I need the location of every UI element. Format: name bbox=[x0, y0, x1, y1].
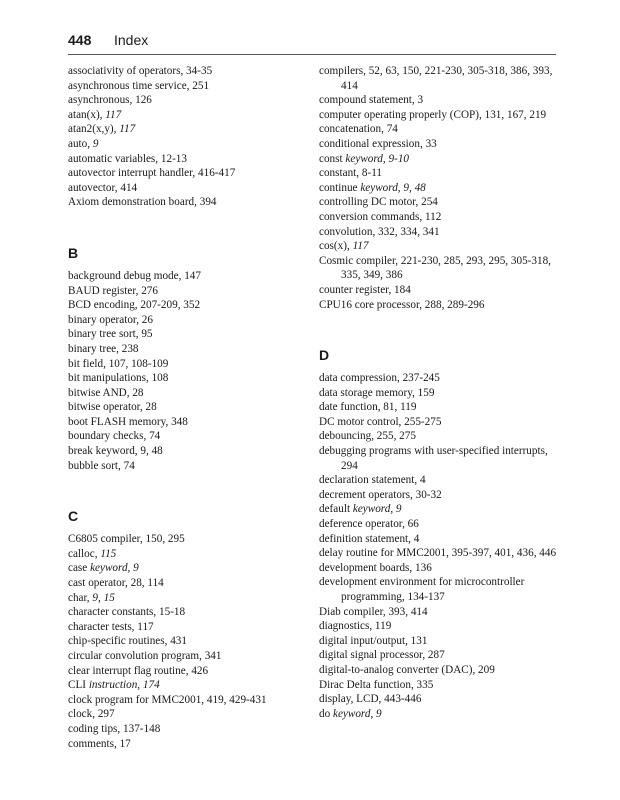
index-entry bbox=[68, 93, 312, 108]
index-entry-text: counter register, 184 bbox=[319, 283, 411, 296]
index-entry-text: data storage memory, 159 bbox=[319, 386, 435, 399]
index-entry-text: break keyword, 9, 48 bbox=[68, 445, 163, 458]
index-entry bbox=[68, 166, 312, 181]
index-entry-text: character tests, 117 bbox=[68, 620, 154, 633]
index-letter-c: C bbox=[68, 508, 79, 525]
index-entry bbox=[68, 591, 312, 606]
index-entry-text: bitwise operator, 28 bbox=[68, 401, 157, 414]
index-entry bbox=[319, 575, 559, 604]
index-entry-italic: keyword, 9 bbox=[352, 503, 402, 516]
index-entry-italic: keyword, 9 bbox=[90, 562, 139, 575]
index-entry-text: CPU16 core processor, 288, 289-296 bbox=[319, 298, 485, 311]
index-entry-text: decrement operators, 30-32 bbox=[319, 488, 442, 501]
index-entry bbox=[319, 444, 559, 473]
index-entry bbox=[68, 429, 312, 444]
index-entry-text: cos(x), bbox=[319, 240, 353, 253]
index-entry bbox=[68, 195, 312, 210]
index-entry bbox=[68, 605, 312, 620]
index-entry-text: bit field, 107, 108-109 bbox=[68, 357, 169, 370]
index-entry-text: binary tree, 238 bbox=[68, 342, 139, 355]
index-entry-text: convolution, 332, 334, 341 bbox=[319, 225, 440, 238]
index-entry-text: Dirac Delta function, 335 bbox=[319, 678, 434, 691]
index-entry bbox=[319, 488, 559, 503]
index-entry bbox=[319, 93, 559, 108]
index-entry bbox=[319, 546, 559, 561]
index-entry-text: controlling DC motor, 254 bbox=[319, 196, 438, 209]
index-entry-text: digital signal processor, 287 bbox=[319, 649, 445, 662]
index-entry bbox=[68, 79, 312, 94]
index-entry-text: binary tree sort, 95 bbox=[68, 328, 153, 341]
index-entry-text: Axiom demonstration board, 394 bbox=[68, 196, 217, 209]
index-entry bbox=[319, 517, 559, 532]
index-entry-italic: 117 bbox=[119, 123, 136, 136]
index-entry-text: Diab compiler, 393, 414 bbox=[319, 605, 428, 618]
index-entry-text: bubble sort, 74 bbox=[68, 459, 135, 472]
index-letter-b: B bbox=[68, 244, 79, 261]
index-entry-text: circular convolution program, 341 bbox=[68, 650, 222, 662]
index-entry-text: autovector, 414 bbox=[68, 181, 138, 194]
index-entry-text: atan(x), bbox=[68, 108, 106, 121]
index-entry bbox=[319, 415, 559, 430]
index-entry-text: debugging programs with user-specified interrupts, 294 bbox=[319, 445, 548, 472]
index-entry bbox=[319, 283, 559, 298]
index-entry-text: case bbox=[68, 562, 91, 575]
index-entry-text: deference operator, 66 bbox=[319, 518, 419, 531]
index-entry bbox=[319, 605, 559, 620]
index-entry bbox=[68, 181, 312, 196]
index-entry-text: diagnostics, 119 bbox=[319, 620, 392, 633]
index-entry bbox=[68, 327, 312, 342]
index-entry-text: asynchronous time service, 251 bbox=[68, 79, 210, 92]
index-entry-italic: keyword, 9-10 bbox=[345, 152, 410, 165]
index-entry-text: comments, 17 bbox=[68, 737, 131, 750]
index-entry-text: constant, 8-11 bbox=[319, 167, 382, 180]
index-entry bbox=[68, 664, 312, 679]
index-entry bbox=[319, 561, 559, 576]
index-entry bbox=[319, 225, 559, 240]
index-entry bbox=[319, 195, 559, 210]
index-entry-text: delay routine for MMC2001, 395-397, 401, 436, 446 bbox=[319, 547, 557, 560]
index-entry bbox=[68, 371, 312, 386]
page-header bbox=[68, 32, 556, 55]
index-entry-text: clock, 297 bbox=[68, 708, 115, 721]
index-entry bbox=[68, 634, 312, 649]
index-entry-text: definition statement, 4 bbox=[319, 532, 420, 545]
index-entry-text: autovector interrupt handler, 416-417 bbox=[68, 167, 236, 180]
index-entry-text: development boards, 136 bbox=[319, 561, 432, 574]
index-entry bbox=[319, 619, 559, 634]
index-entry-italic: keyword, 9, 48 bbox=[360, 181, 426, 194]
index-group-a bbox=[68, 64, 312, 210]
index-entry-text: debouncing, 255, 275 bbox=[319, 430, 416, 443]
index-entry-text: display, LCD, 443-446 bbox=[319, 693, 422, 706]
index-entry-text: clock program for MMC2001, 419, 429-431 bbox=[68, 693, 267, 706]
index-entry-text: bit manipulations, 108 bbox=[68, 372, 169, 385]
index-entry bbox=[319, 210, 559, 225]
index-entry bbox=[319, 152, 559, 167]
index-entry-text: compilers, 52, 63, 150, 221-230, 305-318, 386, 393, 414 bbox=[319, 65, 553, 92]
index-entry bbox=[319, 108, 559, 123]
index-entry bbox=[68, 444, 312, 459]
index-entry-text: DC motor control, 255-275 bbox=[319, 415, 442, 428]
index-entry bbox=[68, 357, 312, 372]
index-entry bbox=[319, 371, 559, 386]
index-entry bbox=[319, 137, 559, 152]
index-entry-italic: 9 bbox=[92, 137, 99, 150]
index-entry bbox=[319, 64, 559, 93]
index-entry-text: compound statement, 3 bbox=[319, 94, 424, 107]
index-entry-text: CLI bbox=[68, 679, 89, 692]
index-entry bbox=[68, 108, 312, 123]
index-entry bbox=[319, 122, 559, 137]
index-entry bbox=[68, 386, 312, 401]
index-entry bbox=[319, 298, 559, 313]
index-entry bbox=[68, 284, 312, 299]
index-entry-text: conversion commands, 112 bbox=[319, 210, 442, 223]
index-entry bbox=[319, 502, 559, 517]
index-entry bbox=[319, 692, 559, 707]
index-letter-d: D bbox=[319, 347, 330, 364]
index-entry-text: binary operator, 26 bbox=[68, 313, 153, 326]
index-entry-text: data compression, 237-245 bbox=[319, 372, 440, 385]
index-entry bbox=[319, 254, 559, 283]
index-entry bbox=[68, 298, 312, 313]
index-entry-text: asynchronous, 126 bbox=[68, 94, 152, 107]
index-entry-text: automatic variables, 12-13 bbox=[68, 152, 187, 165]
index-entry-text: Cosmic compiler, 221-230, 285, 293, 295, 305-318, 335, 349, 386 bbox=[319, 254, 551, 282]
index-entry-text: boundary checks, 74 bbox=[68, 430, 161, 443]
index-entry-italic: instruction, 174 bbox=[88, 679, 160, 692]
index-entry bbox=[68, 620, 312, 635]
index-entry bbox=[319, 166, 559, 181]
index-column-right bbox=[319, 64, 559, 721]
index-entry-text: background debug mode, 147 bbox=[68, 269, 201, 282]
index-entry bbox=[68, 678, 312, 693]
index-entry bbox=[68, 737, 312, 752]
index-entry bbox=[68, 122, 312, 137]
index-entry bbox=[68, 342, 312, 357]
index-entry-text: auto, bbox=[68, 137, 93, 150]
index-group-c-continued bbox=[319, 64, 559, 312]
index-entry-text: coding tips, 137-148 bbox=[68, 722, 161, 735]
index-entry-text: cast operator, 28, 114 bbox=[68, 577, 164, 590]
index-entry bbox=[319, 648, 559, 663]
index-entry bbox=[68, 64, 312, 79]
index-entry-text: default bbox=[319, 503, 353, 516]
index-entry-text: BCD encoding, 207-209, 352 bbox=[68, 299, 201, 312]
index-entry-text: character constants, 15-18 bbox=[68, 606, 186, 619]
index-entry-text: BAUD register, 276 bbox=[68, 284, 158, 297]
index-entry bbox=[68, 152, 312, 167]
index-entry-text: digital-to-analog converter (DAC), 209 bbox=[319, 663, 495, 676]
index-group-c bbox=[68, 532, 312, 751]
index-column-left bbox=[68, 64, 312, 751]
index-entry-text: const bbox=[319, 152, 346, 165]
index-entry bbox=[68, 313, 312, 328]
index-entry-text: calloc, bbox=[68, 547, 101, 560]
index-entry bbox=[68, 547, 312, 562]
section-title: Index bbox=[114, 32, 149, 48]
index-entry-text: char, bbox=[68, 591, 93, 604]
index-entry bbox=[319, 678, 559, 693]
index-entry-text: development environment for microcontroller programming, 134-137 bbox=[319, 576, 525, 603]
index-entry-text: concatenation, 74 bbox=[319, 123, 398, 136]
index-entry-text: atan2(x,y), bbox=[68, 123, 120, 136]
index-entry bbox=[68, 459, 312, 474]
index-entry bbox=[319, 634, 559, 649]
index-group-d bbox=[319, 371, 559, 721]
index-entry-italic: 117 bbox=[352, 240, 369, 253]
index-entry bbox=[319, 181, 559, 196]
index-entry-text: C6805 compiler, 150, 295 bbox=[68, 533, 185, 546]
index-entry bbox=[68, 722, 312, 737]
index-entry bbox=[68, 561, 312, 576]
index-entry-text: declaration statement, 4 bbox=[319, 474, 426, 487]
index-entry bbox=[68, 415, 312, 430]
index-entry bbox=[319, 473, 559, 488]
index-entry-text: bitwise AND, 28 bbox=[68, 386, 144, 399]
index-entry-text: continue bbox=[319, 181, 361, 194]
index-entry bbox=[319, 386, 559, 401]
index-entry bbox=[68, 576, 312, 591]
index-entry-italic: 117 bbox=[105, 108, 122, 121]
index-entry bbox=[68, 269, 312, 284]
index-entry-text: boot FLASH memory, 348 bbox=[68, 415, 188, 428]
index-entry bbox=[68, 400, 312, 415]
index-entry bbox=[319, 663, 559, 678]
index-entry bbox=[68, 137, 312, 152]
index-entry bbox=[319, 707, 559, 722]
index-group-b bbox=[68, 269, 312, 473]
index-entry-italic: keyword, 9 bbox=[332, 707, 382, 720]
index-entry-text: conditional expression, 33 bbox=[319, 137, 437, 150]
index-entry-italic: 9, 15 bbox=[92, 591, 115, 604]
index-entry-italic: 115 bbox=[100, 547, 117, 560]
index-entry bbox=[68, 532, 312, 547]
index-entry bbox=[319, 239, 559, 254]
index-entry-text: digital input/output, 131 bbox=[319, 634, 428, 647]
index-entry bbox=[319, 400, 559, 415]
index-entry bbox=[68, 649, 312, 664]
index-entry-text: chip-specific routines, 431 bbox=[68, 635, 187, 648]
index-entry-text: do bbox=[319, 707, 333, 720]
index-entry bbox=[68, 707, 312, 722]
index-entry-text: associativity of operators, 34-35 bbox=[68, 65, 213, 77]
index-entry bbox=[68, 693, 312, 708]
index-entry bbox=[319, 532, 559, 547]
page-number: 448 bbox=[68, 32, 92, 48]
index-entry bbox=[319, 429, 559, 444]
index-entry-text: date function, 81, 119 bbox=[319, 401, 417, 414]
index-entry-text: clear interrupt flag routine, 426 bbox=[68, 664, 209, 677]
index-entry-text: computer operating properly (COP), 131, 167, 219 bbox=[319, 108, 547, 121]
